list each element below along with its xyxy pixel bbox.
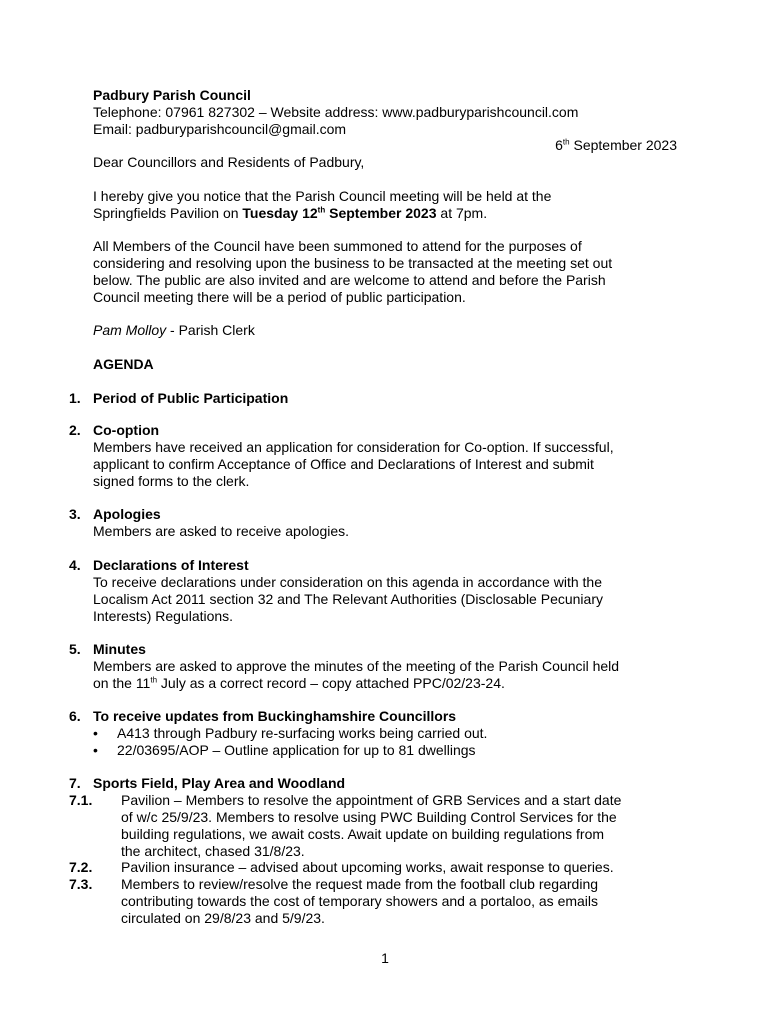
letter-date: 6th September 2023 [555, 137, 677, 153]
item-text: Localism Act 2011 section 32 and The Relevant Authorities (Disclosable Pecuniary [93, 591, 603, 607]
notice-line-2: Springfields Pavilion on Tuesday 12th September 2023 at 7pm. [93, 205, 488, 221]
bullet-item: • A413 through Padbury re-surfacing works being carried out. [93, 725, 488, 741]
subitem-number: 7.2. [69, 859, 93, 875]
item-title: Apologies [93, 506, 161, 522]
item-text: Members have received an application for consideration for Co-option. If successful, [93, 439, 614, 455]
signature [93, 322, 255, 339]
subitem-number: 7.3. [69, 876, 93, 892]
subitem-text: Pavilion – Members to resolve the appointment of GRB Services and a start date [121, 792, 622, 808]
item-number: 5. [69, 641, 81, 657]
clerk-role: - Parish Clerk [166, 322, 255, 338]
bullet-icon: • [93, 725, 98, 741]
item-title: Co-option [93, 422, 160, 438]
summons-line: below. The public are also invited and are welcome to attend and before the Parish [93, 272, 606, 288]
item-title: Sports Field, Play Area and Woodland [93, 775, 346, 791]
subitem-text: building regulations, we await costs. Await update on building regulations from [121, 826, 605, 842]
item-number: 7. [69, 775, 81, 791]
item-text: Members are asked to approve the minutes of the meeting of the Parish Council held [93, 658, 620, 674]
item-text: To receive declarations under consideration on this agenda in accordance with the [93, 574, 602, 590]
subitem-text: Members to review/resolve the request made from the football club regarding [121, 876, 599, 892]
item-text: on the 11th July as a correct record – copy attached PPC/02/23-24. [93, 675, 505, 691]
subitem-text: the architect, chased 31/8/23. [121, 843, 305, 859]
item-number: 3. [69, 506, 81, 522]
bullet-icon: • [93, 742, 98, 758]
subitem-text: contributing towards the cost of temporary showers and a portaloo, as emails [121, 893, 599, 909]
item-number: 4. [69, 557, 81, 573]
page-number: 1 [381, 950, 389, 966]
item-text: Interests) Regulations. [93, 608, 234, 624]
summons-line: considering and resolving upon the business to be transacted at the meeting set out [93, 255, 613, 271]
item-number: 6. [69, 708, 81, 724]
item-title: Minutes [93, 641, 146, 657]
notice-line-1: I hereby give you notice that the Parish Council meeting will be held at the [93, 188, 552, 204]
item-title: Declarations of Interest [93, 557, 249, 573]
item-number: 2. [69, 422, 81, 438]
item-title: To receive updates from Buckinghamshire Councillors [93, 708, 457, 724]
clerk-name: Pam Molloy [93, 322, 167, 338]
item-title: Period of Public Participation [93, 390, 289, 406]
agenda-title: AGENDA [93, 356, 154, 372]
subitem-text: circulated on 29/8/23 and 5/9/23. [121, 910, 325, 926]
item-text: Members are asked to receive apologies. [93, 523, 350, 539]
subitem-text: of w/c 25/9/23. Members to resolve using PWC Building Control Services for the [121, 809, 617, 825]
salutation: Dear Councillors and Residents of Padbury, [93, 154, 365, 170]
bullet-item: • 22/03695/AOP – Outline application for up to 81 dwellings [93, 742, 476, 758]
summons-line: All Members of the Council have been summoned to attend for the purposes of [93, 238, 582, 254]
item-text: applicant to confirm Acceptance of Office and Declarations of Interest and submit [93, 456, 594, 472]
org-name: Padbury Parish Council [93, 87, 251, 103]
subitem-text: Pavilion insurance – advised about upcoming works, await response to queries. [121, 859, 614, 875]
email-line: Email: padburyparishcouncil@gmail.com [93, 121, 347, 137]
item-number: 1. [69, 390, 81, 406]
item-text: signed forms to the clerk. [93, 473, 250, 489]
summons-line: Council meeting there will be a period of public participation. [93, 289, 466, 305]
subitem-number: 7.1. [69, 792, 93, 808]
telephone-line: Telephone: 07961 827302 – Website address: www.padburyparishcouncil.com [93, 104, 579, 120]
